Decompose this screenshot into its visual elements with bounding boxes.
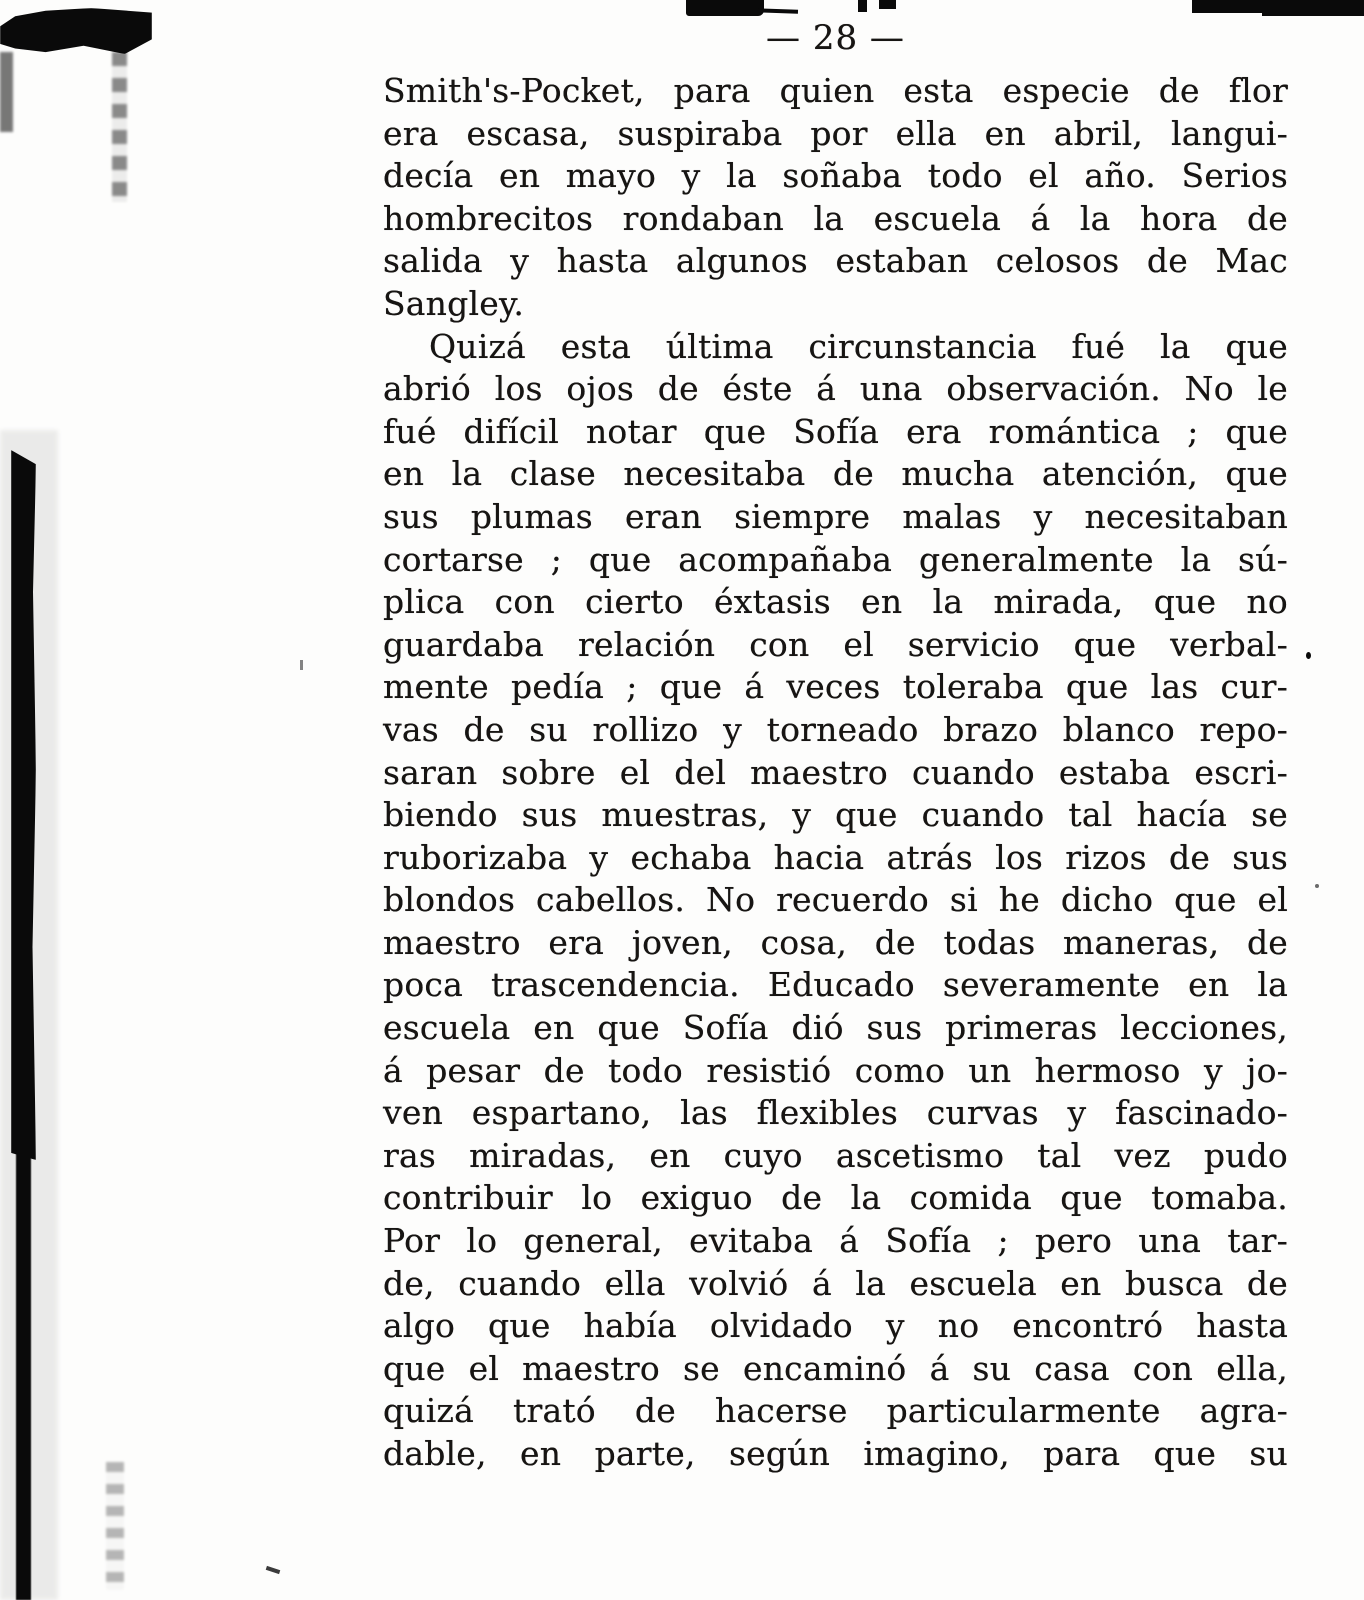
- text-line: decía en mayo y la soñaba todo el año. Serios: [383, 156, 1288, 196]
- text-line: ruborizaba y echaba hacia atrás los rizos de sus: [383, 837, 1288, 877]
- text-line: en la clase necesitaba de mucha atención, que: [383, 454, 1288, 494]
- text-line: Por lo general, evitaba á Sofía ; pero una tar-: [383, 1221, 1288, 1261]
- text-line: hombrecitos rondaban la escuela á la hora de: [383, 198, 1288, 238]
- text-line: guardaba relación con el servicio que verbal-: [383, 624, 1288, 664]
- scan-mark-top-center: [686, 0, 764, 16]
- text-line: era escasa, suspiraba por ella en abril, langui-: [383, 113, 1288, 153]
- scan-tick-top-2: [879, 0, 896, 9]
- scan-speck-mid: [300, 660, 303, 670]
- scan-streak-top-left: [112, 52, 127, 202]
- text-line: blondos cabellos. No recuerdo si he dicho que el: [383, 880, 1288, 920]
- text-line: que el maestro se encaminó á su casa con ella,: [383, 1348, 1288, 1388]
- scan-bar-top-right: [1192, 0, 1364, 13]
- text-line: abrió los ojos de éste á una observación. No le: [383, 369, 1288, 409]
- scan-speck-bottom: [266, 1566, 281, 1574]
- text-line: salida y hasta algunos estaban celosos de Mac: [383, 241, 1288, 281]
- scan-tick-top-1: [858, 0, 867, 12]
- text-line: Smith's-Pocket, para quien esta especie de flor: [383, 71, 1288, 110]
- text-line: fué difícil notar que Sofía era romántica ; que: [383, 411, 1288, 451]
- text-line: biendo sus muestras, y que cuando tal hacía se: [383, 795, 1288, 835]
- scan-edge-top-left: [0, 52, 13, 132]
- text-line: algo que había olvidado y no encontró hasta: [383, 1306, 1288, 1346]
- text-line: escuela en que Sofía dió sus primeras lecciones,: [383, 1008, 1288, 1048]
- text-line: plica con cierto éxtasis en la mirada, que no: [383, 582, 1288, 622]
- text-line: dable, en parte, según imagino, para que su: [383, 1434, 1288, 1473]
- text-line: contribuir lo exiguo de la comida que tomaba.: [383, 1178, 1288, 1218]
- scan-speck-right: [1306, 652, 1311, 659]
- text-line: Quizá esta última circunstancia fué la que: [429, 326, 1288, 366]
- scan-haze-left-margin: [0, 430, 58, 1600]
- scan-binding-bar-left-lower: [16, 1150, 31, 1600]
- text-line: Sangley.: [383, 283, 525, 323]
- text-block: [383, 70, 1288, 1476]
- scan-speck-right-2: [1315, 884, 1319, 888]
- text-line: poca trascendencia. Educado severamente en la: [383, 965, 1288, 1005]
- text-line: ras miradas, en cuyo ascetismo tal vez pudo: [383, 1135, 1288, 1175]
- scan-smudge-top-left: [0, 8, 152, 54]
- text-line: quizá trató de hacerse particularmente agra-: [383, 1391, 1288, 1431]
- text-line: maestro era joven, cosa, de todas maneras, de: [383, 922, 1288, 962]
- page-number: — 28 —: [766, 18, 905, 58]
- text-line: cortarse ; que acompañaba generalmente la sú-: [383, 539, 1288, 579]
- text-line: vas de su rollizo y torneado brazo blanco repo-: [383, 709, 1288, 749]
- text-line: ven espartano, las flexibles curvas y fascinado-: [383, 1093, 1288, 1133]
- text-line: sus plumas eran siempre malas y necesitaban: [383, 496, 1288, 536]
- text-line: mente pedía ; que á veces toleraba que las cur-: [383, 667, 1288, 707]
- scan-mark-top-center-tail: [758, 8, 798, 13]
- scan-smudge-bottom-left: [106, 1462, 124, 1590]
- text-line: de, cuando ella volvió á la escuela en busca de: [383, 1263, 1288, 1303]
- scan-binding-bar-left: [11, 450, 36, 1160]
- text-line: saran sobre el del maestro cuando estaba escri-: [383, 752, 1288, 792]
- text-line: á pesar de todo resistió como un hermoso y jo-: [383, 1050, 1288, 1090]
- scan-bar-top-right-step: [1262, 0, 1364, 16]
